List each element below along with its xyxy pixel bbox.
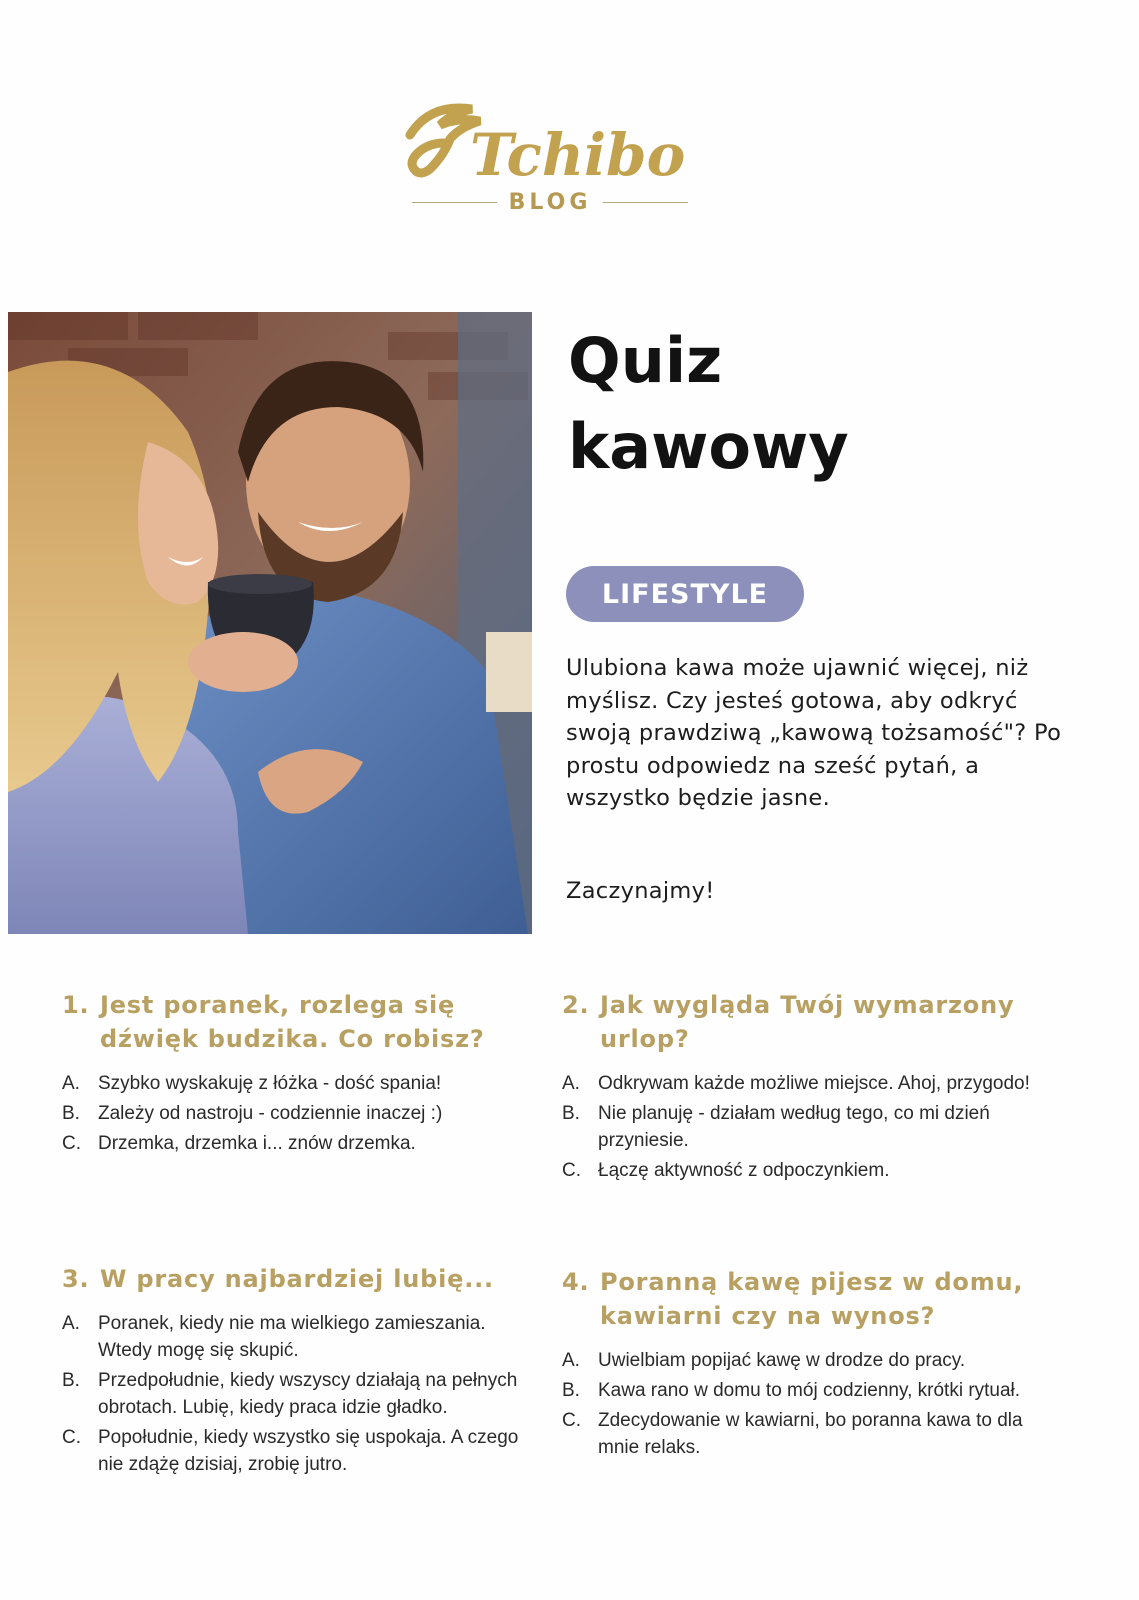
answer-list — [562, 1070, 1037, 1184]
logo-divider-left — [412, 202, 497, 203]
question-3 — [62, 1262, 532, 1481]
question-text: W pracy najbardziej lubię... — [100, 1265, 494, 1293]
question-number: 3. — [62, 1265, 90, 1293]
answer-option[interactable]: A. Uwielbiam popijać kawę w drodze do pracy. — [562, 1350, 966, 1371]
answer-option[interactable]: B. Zależy od nastroju - codziennie inaczej :) — [62, 1103, 443, 1124]
answer-option[interactable]: B. Kawa rano w domu to mój codzienny, krótki rytuał. — [562, 1380, 1021, 1401]
answer-option[interactable]: C. Drzemka, drzemka i... znów drzemka. — [62, 1133, 416, 1154]
start-text: Zaczynajmy! — [566, 878, 715, 904]
photo-illustration — [8, 312, 532, 934]
title-line-2: kawowy — [568, 410, 849, 483]
question-1 — [62, 988, 532, 1160]
question-text: Jest poranek, rozlega się dźwięk budzika. Co robisz? — [100, 991, 485, 1053]
answer-option[interactable]: B. Nie planuję - działam według tego, co mi dzień przyniesie. — [562, 1103, 990, 1151]
answer-option[interactable]: B. Przedpołudnie, kiedy wszyscy działają na pełnych obrotach. Lubię, kiedy praca idzie gładko. — [62, 1370, 518, 1418]
logo-blog-label: BLOG — [508, 189, 592, 215]
page-title — [568, 318, 1088, 490]
svg-text:Tchibo: Tchibo — [470, 121, 686, 189]
couple-with-coffee-photo — [8, 312, 532, 934]
title-line-1: Quiz — [568, 324, 723, 397]
question-text: Poranną kawę pijesz w domu, kawiarni czy na wynos? — [600, 1268, 1024, 1330]
question-2 — [562, 988, 1037, 1187]
answer-list — [62, 1070, 532, 1157]
question-text: Jak wygląda Twój wymarzony urlop? — [600, 991, 1015, 1053]
tchibo-blog-logo[interactable] — [400, 95, 700, 225]
answer-option[interactable]: A. Poranek, kiedy nie ma wielkiego zamieszania. Wtedy mogę się skupić. — [62, 1313, 486, 1361]
answer-list — [562, 1347, 1037, 1461]
tchibo-logo-icon — [400, 95, 700, 190]
logo-divider-right — [603, 202, 688, 203]
intro-paragraph: Ulubiona kawa może ujawnić więcej, niż myślisz. Czy jesteś gotowa, aby odkryć swoją prawdziwą „kawową tożsamość"? Po prostu odpowiedz na sześć pytań, a wszystko będzie jasne. — [566, 655, 1062, 811]
answer-option[interactable]: A. Szybko wyskakuję z łóżka - dość spania! — [62, 1073, 442, 1094]
question-number: 2. — [562, 991, 590, 1019]
answer-option[interactable]: C. Popołudnie, kiedy wszystko się uspokaja. A czego nie zdążę dzisiaj, zrobię jutro. — [62, 1427, 519, 1475]
answer-option[interactable]: A. Odkrywam każde możliwe miejsce. Ahoj, przygodo! — [562, 1073, 1030, 1094]
category-badge[interactable]: LIFESTYLE — [566, 566, 804, 622]
answer-option[interactable]: C. Zdecydowanie w kawiarni, bo poranna kawa to dla mnie relaks. — [562, 1410, 1023, 1458]
question-number: 1. — [62, 991, 90, 1019]
answer-option[interactable]: C. Łączę aktywność z odpoczynkiem. — [562, 1160, 890, 1181]
question-4 — [562, 1265, 1037, 1464]
question-number: 4. — [562, 1268, 590, 1296]
answer-list — [62, 1310, 532, 1478]
